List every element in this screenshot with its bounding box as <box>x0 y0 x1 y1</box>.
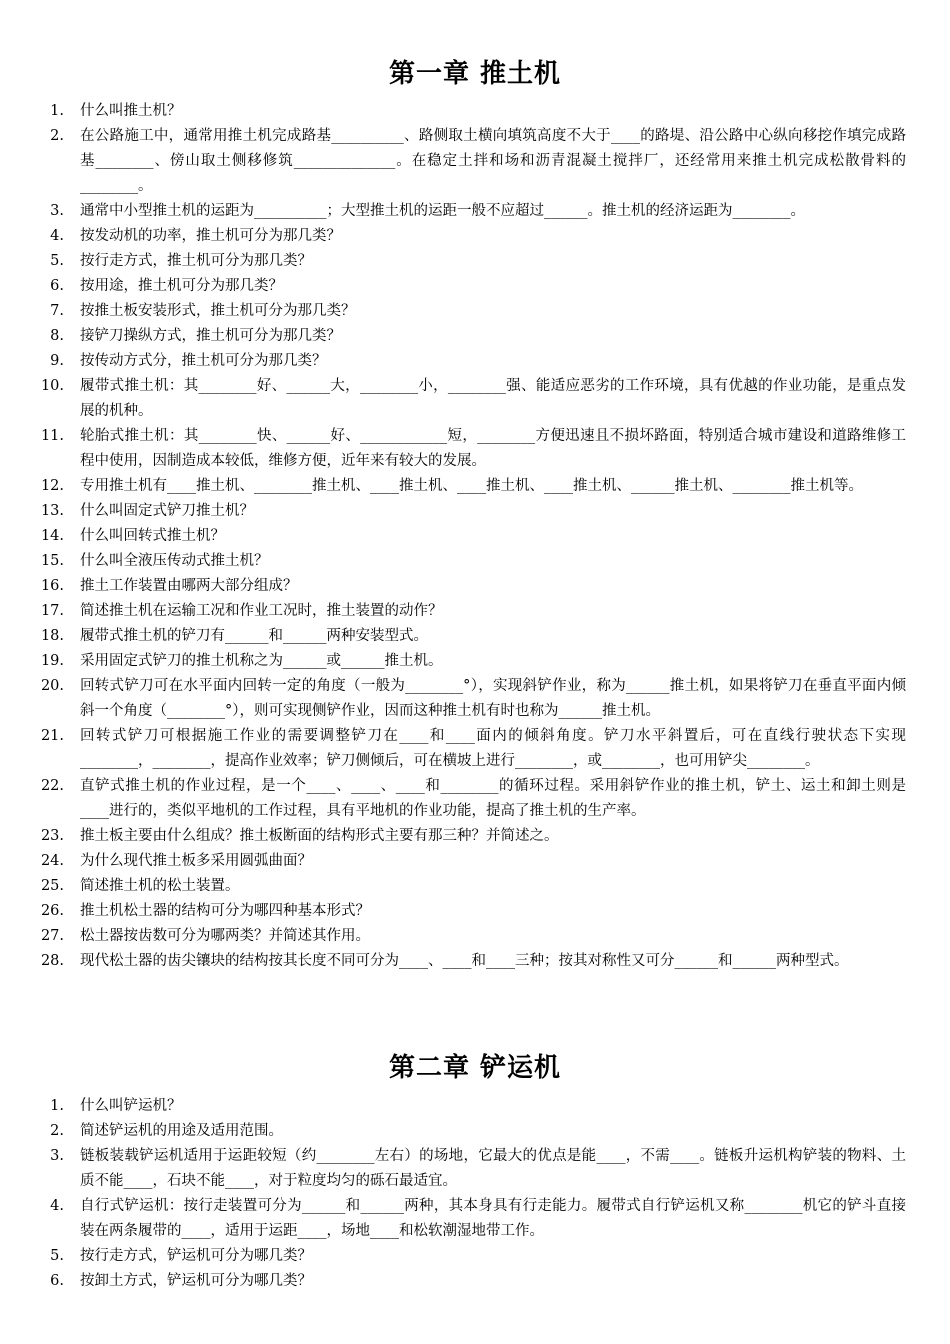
question-item <box>0 224 950 249</box>
question-number: 27. <box>40 928 64 944</box>
question-item <box>0 1144 950 1194</box>
question-number: 11. <box>40 428 64 444</box>
question-number: 20. <box>40 678 64 694</box>
question-number: 15. <box>40 553 64 569</box>
question-text: 什么叫全液压传动式推土机？ <box>80 553 269 569</box>
question-item <box>0 849 950 874</box>
question-text: 回转式铲刀可在水平面内回转一定的角度（一般为________°），实现斜铲作业，称为______推土机，如果将铲刀在垂直平面内倾斜一个角度（________°），则可实现侧铲作业，因而这种推土机有时也称为______推土机。 <box>80 678 906 719</box>
question-text: 通常中小型推土机的运距为__________；大型推土机的运距一般不应超过______。推土机的经济运距为________。 <box>80 203 805 219</box>
question-item <box>0 424 950 474</box>
question-text: 回转式铲刀可根据施工作业的需要调整铲刀在____和____面内的倾斜角度。铲刀水平斜置后，可在直线行驶状态下实现________，________，提高作业效率；铲刀侧倾后，可在横坡上进行________，或________，也可用铲尖________。 <box>80 728 906 769</box>
question-text: 现代松土器的齿尖镶块的结构按其长度不同可分为____、____和____三种；按其对称性又可分______和______两种型式。 <box>80 953 849 969</box>
question-item <box>0 524 950 549</box>
question-text: 专用推土机有____推土机、________推土机、____推土机、____推土机、____推土机、______推土机、________推土机等。 <box>80 478 863 494</box>
question-text: 按卸土方式，铲运机可分为哪几类？ <box>80 1273 312 1289</box>
question-item <box>0 1244 950 1269</box>
question-number: 18. <box>40 628 64 644</box>
question-item <box>0 724 950 774</box>
question-text: 推土机松土器的结构可分为哪四种基本形式？ <box>80 903 370 919</box>
question-text: 按行走方式，推土机可分为那几类？ <box>80 253 312 269</box>
question-item <box>0 949 950 974</box>
question-item <box>0 774 950 824</box>
question-text: 简述铲运机的用途及适用范围。 <box>80 1123 283 1139</box>
question-text: 按发动机的功率，推土机可分为那几类？ <box>80 228 341 244</box>
question-number: 6. <box>50 278 64 294</box>
question-text: 在公路施工中，通常用推土机完成路基__________、路侧取土横向填筑高度不大于____的路堤、沿公路中心纵向移挖作填完成路基________、傍山取土侧移修筑______________。在稳定土拌和场和沥青混凝土搅拌厂，还经常用来推土机完成松散骨料的________。 <box>80 128 906 194</box>
question-text: 轮胎式推土机：其________快、______好、____________短，________方便迅速且不损坏路面，特别适合城市建设和道路维修工程中使用，因制造成本较低，维修方便，近年来有较大的发展。 <box>80 428 906 469</box>
question-number: 6. <box>50 1273 64 1289</box>
question-text: 履带式推土机：其________好、______大，________小，________强、能适应恶劣的工作环境，具有优越的作业功能，是重点发展的机种。 <box>80 378 906 419</box>
question-text: 什么叫固定式铲刀推土机？ <box>80 503 254 519</box>
question-item <box>0 349 950 374</box>
question-number: 3. <box>50 203 64 219</box>
question-text: 简述推土机的松土装置。 <box>80 878 240 894</box>
question-text: 什么叫铲运机？ <box>80 1098 182 1114</box>
question-number: 12. <box>40 478 64 494</box>
question-number: 26. <box>40 903 64 919</box>
question-item <box>0 374 950 424</box>
question-item <box>0 549 950 574</box>
question-text: 链板装载铲运机适用于运距较短（约________左右）的场地，它最大的优点是能____，不需____。链板升运机构铲装的物料、土质不能____，石块不能____，对于粒度均匀的砾石最适宜。 <box>80 1148 906 1189</box>
question-number: 7. <box>50 303 64 319</box>
question-item <box>0 324 950 349</box>
question-number: 2. <box>50 1123 64 1139</box>
question-number: 5. <box>50 1248 64 1264</box>
question-text: 推土工作装置由哪两大部分组成？ <box>80 578 298 594</box>
question-number: 10. <box>40 378 64 394</box>
question-number: 28. <box>40 953 64 969</box>
question-item <box>0 649 950 674</box>
question-text: 按用途，推土机可分为那几类？ <box>80 278 283 294</box>
question-number: 4. <box>50 228 64 244</box>
question-item <box>0 1119 950 1144</box>
question-number: 9. <box>50 353 64 369</box>
question-number: 23. <box>40 828 64 844</box>
question-item <box>0 899 950 924</box>
chapter-2-title: 第二章 铲运机 <box>388 1053 562 1083</box>
question-number: 21. <box>40 728 64 744</box>
question-text: 采用固定式铲刀的推土机称之为______或______推土机。 <box>80 653 443 669</box>
question-text: 接铲刀操纵方式，推土机可分为那几类？ <box>80 328 341 344</box>
question-text: 推土板主要由什么组成？推土板断面的结构形式主要有那三种？并简述之。 <box>80 828 559 844</box>
question-text: 自行式铲运机：按行走装置可分为______和______两种，其本身具有行走能力。履带式自行铲运机又称________机它的铲斗直接装在两条履带的____，适用于运距____，场地____和松软潮湿地带工作。 <box>80 1198 906 1239</box>
question-item <box>0 574 950 599</box>
question-text: 简述推土机在运输工况和作业工况时，推土装置的动作？ <box>80 603 443 619</box>
question-text: 为什么现代推土板多采用圆弧曲面？ <box>80 853 312 869</box>
question-item <box>0 199 950 224</box>
chapter-2-question-list <box>0 1094 950 1294</box>
question-item <box>0 299 950 324</box>
question-text: 按推土板安装形式，推土机可分为那几类？ <box>80 303 356 319</box>
question-item <box>0 874 950 899</box>
question-number: 14. <box>40 528 64 544</box>
question-text: 按行走方式，铲运机可分为哪几类？ <box>80 1248 312 1264</box>
question-item <box>0 824 950 849</box>
question-number: 13. <box>40 503 64 519</box>
question-number: 4. <box>50 1198 64 1214</box>
question-text: 什么叫回转式推土机？ <box>80 528 225 544</box>
question-item <box>0 674 950 724</box>
chapter-1-title: 第一章 推土机 <box>388 59 562 89</box>
question-number: 2. <box>50 128 64 144</box>
question-item <box>0 1194 950 1244</box>
question-number: 25. <box>40 878 64 894</box>
question-item <box>0 474 950 499</box>
question-number: 24. <box>40 853 64 869</box>
question-text: 按传动方式分，推土机可分为那几类？ <box>80 353 327 369</box>
question-item <box>0 1094 950 1119</box>
question-item <box>0 124 950 199</box>
question-item <box>0 499 950 524</box>
question-number: 22. <box>40 778 64 794</box>
question-number: 1. <box>50 103 64 119</box>
question-text: 什么叫推土机？ <box>80 103 182 119</box>
question-number: 3. <box>50 1148 64 1164</box>
question-number: 16. <box>40 578 64 594</box>
question-number: 8. <box>50 328 64 344</box>
question-number: 5. <box>50 253 64 269</box>
question-item <box>0 924 950 949</box>
question-item <box>0 624 950 649</box>
question-item <box>0 1269 950 1294</box>
chapter-1-question-list <box>0 99 950 974</box>
question-item <box>0 599 950 624</box>
question-number: 17. <box>40 603 64 619</box>
question-item <box>0 99 950 124</box>
question-item <box>0 274 950 299</box>
question-text: 松土器按齿数可分为哪两类？并简述其作用。 <box>80 928 370 944</box>
question-text: 履带式推土机的铲刀有______和______两种安装型式。 <box>80 628 428 644</box>
question-text: 直铲式推土机的作业过程，是一个____、____、____和________的循环过程。采用斜铲作业的推土机，铲土、运土和卸土则是____进行的，类似平地机的工作过程，具有平地机的作业功能，提高了推土机的生产率。 <box>80 778 906 819</box>
question-number: 1. <box>50 1098 64 1114</box>
question-item <box>0 249 950 274</box>
question-number: 19. <box>40 653 64 669</box>
